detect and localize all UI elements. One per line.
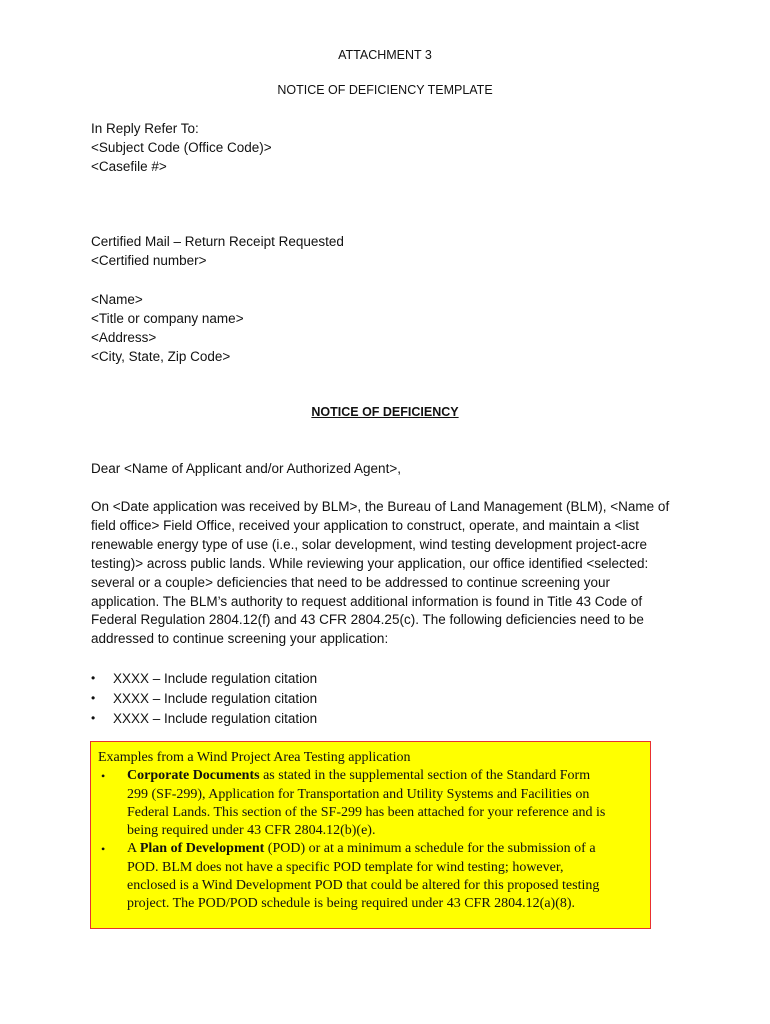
example-callout-box — [90, 741, 651, 929]
deficiency-item-text: XXXX – Include regulation citation — [113, 710, 318, 726]
recipient-name-line: <Name> — [91, 292, 143, 307]
recipient-address-block — [91, 290, 244, 366]
example-item-line: (POD) or at a minimum a schedule for the submission of a — [264, 841, 596, 857]
casefile-line: <Casefile #> — [91, 159, 167, 174]
bullet-icon: • — [91, 671, 96, 685]
example-item-line: being required under 43 CFR 2804.12(b)(e). — [127, 823, 376, 839]
body-line: Federal Regulation 2804.12(f) and 43 CFR 2804.25(c). The following deficiencies need to be — [91, 612, 644, 628]
example-item-bold: Plan of Development — [139, 841, 265, 857]
certified-number-line: <Certified number> — [91, 253, 207, 268]
deficiency-item-text: XXXX – Include regulation citation — [113, 690, 318, 706]
example-item-line: Federal Lands. This section of the SF-299 has been attached for your reference and is — [127, 804, 606, 820]
bullet-icon: • — [101, 842, 106, 857]
body-line: several or a couple> deficiencies that need to be addressed to continue screening your — [91, 574, 610, 590]
certified-mail-block — [91, 232, 344, 270]
subject-code-line: <Subject Code (Office Code)> — [91, 140, 272, 155]
recipient-address-line: <Address> — [91, 330, 157, 345]
example-item-text — [127, 840, 599, 913]
bullet-icon: • — [91, 711, 96, 725]
reply-refer-line: In Reply Refer To: — [91, 121, 199, 136]
attachment-label: ATTACHMENT 3 — [338, 48, 432, 62]
body-line: On <Date application was received by BLM>, the Bureau of Land Management (BLM), <Name of — [91, 499, 670, 514]
notice-heading: NOTICE OF DEFICIENCY — [311, 405, 459, 419]
body-line: renewable energy type of use (i.e., solar development, wind testing development project-acre — [91, 536, 648, 552]
reply-refer-block — [91, 119, 272, 176]
list-item — [91, 688, 317, 708]
example-item-line: enclosed is a Wind Development POD that could be altered for this proposed testing — [127, 878, 600, 894]
example-item-line: project. The POD/POD schedule is being required under 43 CFR 2804.12(a)(8). — [127, 896, 576, 912]
bullet-icon: • — [91, 691, 96, 705]
list-item — [91, 708, 317, 728]
template-title: NOTICE OF DEFICIENCY TEMPLATE — [277, 83, 493, 97]
recipient-title-line: <Title or company name> — [91, 311, 244, 326]
body-line: addressed to continue screening your application: — [91, 631, 389, 647]
deficiency-list — [91, 668, 317, 728]
body-line: testing)> across public lands. While reviewing your application, our office identified <selected: — [91, 555, 649, 571]
example-item-prefix: A — [127, 841, 140, 857]
example-item-bold: Corporate Documents — [127, 768, 260, 784]
body-line: application. The BLM’s authority to request additional information is found in Title 43 Code of — [91, 593, 643, 609]
bullet-icon: • — [101, 769, 106, 784]
list-item — [91, 668, 317, 688]
example-item-corporate-documents — [98, 767, 644, 840]
body-line: field office> Field Office, received your application to construct, operate, and maintain a <list — [91, 517, 640, 533]
example-item-line: as stated in the supplemental section of the Standard Form — [259, 768, 591, 784]
deficiency-item-text: XXXX – Include regulation citation — [113, 670, 318, 686]
example-item-text — [127, 767, 605, 840]
salutation-line: Dear <Name of Applicant and/or Authorized Agent>, — [91, 461, 401, 476]
certified-mail-line: Certified Mail – Return Receipt Requested — [91, 234, 344, 249]
example-item-plan-of-development — [98, 840, 644, 913]
example-item-line: 299 (SF-299), Application for Transportation and Utility Systems and Facilities on — [127, 786, 590, 802]
example-item-line: POD. BLM does not have a specific POD template for wind testing; however, — [127, 859, 564, 875]
recipient-city-line: <City, State, Zip Code> — [91, 349, 231, 364]
salutation — [91, 459, 401, 478]
body-paragraph — [91, 498, 691, 649]
example-box-title: Examples from a Wind Project Area Testing application — [98, 750, 411, 765]
